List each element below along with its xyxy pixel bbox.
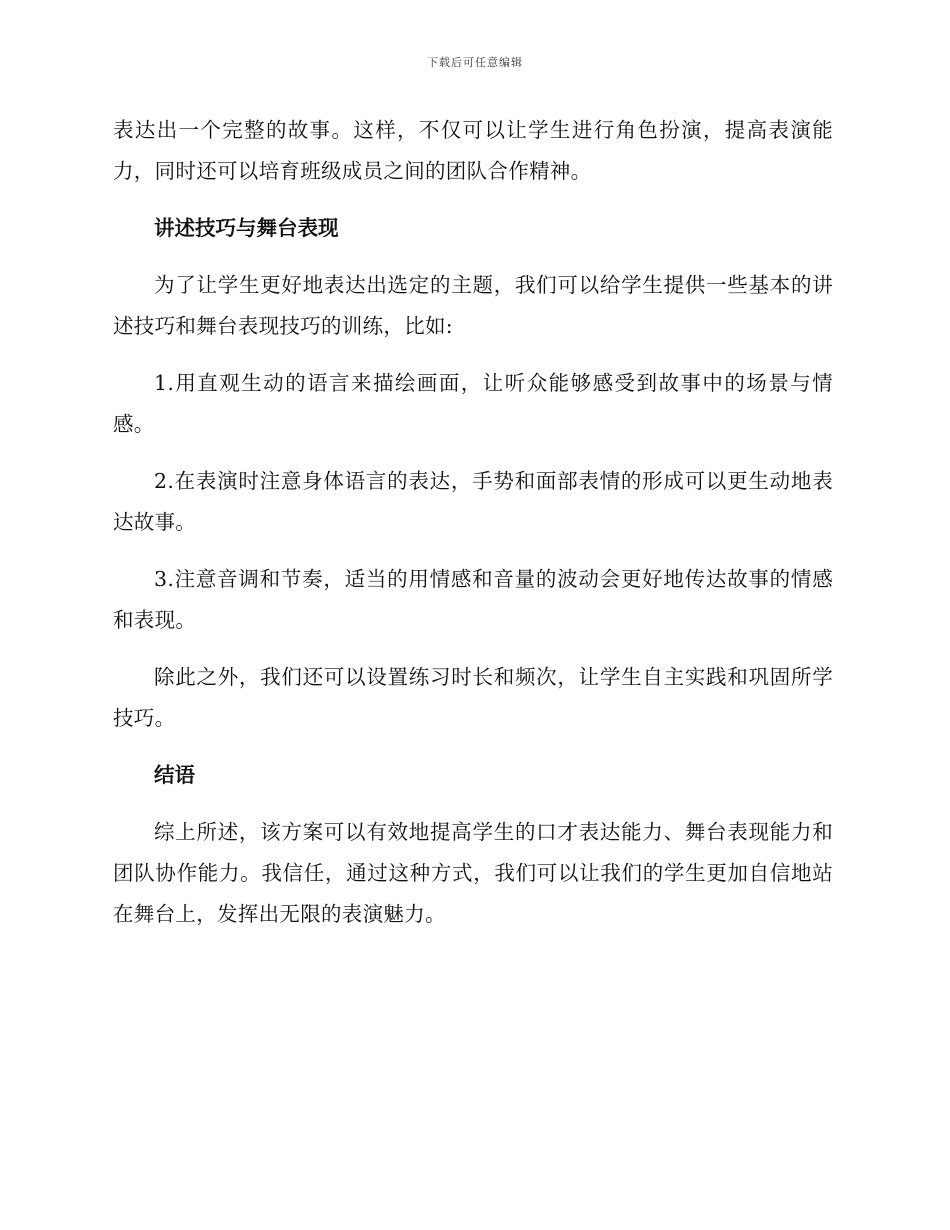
skills-intro-paragraph: 为了让学生更好地表达出选定的主题，我们可以给学生提供一些基本的讲述技巧和舞台表现技巧的训练，比如: [113,273,833,338]
list-item-3: 3.注意音调和节奏，适当的用情感和音量的波动会更好地传达故事的情感和表现。 [113,567,833,632]
list-item-1: 1.用直观生动的语言来描绘画面，让听众能够感受到故事中的场景与情感。 [113,371,833,436]
page-header: 下载后可任意编辑 [427,56,523,69]
intro-paragraph: 表达出一个完整的故事。这样，不仅可以让学生进行角色扮演，提高表演能力，同时还可以培育班级成员之间的团队合作精神。 [113,118,833,183]
section-heading-skills: 讲述技巧与舞台表现 [154,216,339,240]
conclusion-paragraph: 综上所述，该方案可以有效地提高学生的口才表达能力、舞台表现能力和团队协作能力。我信任，通过这种方式，我们可以让我们的学生更加自信地站在舞台上，发挥出无限的表演魅力。 [113,820,833,926]
document-body [113,110,833,935]
section-heading-conclusion: 结语 [154,763,195,787]
list-item-2: 2.在表演时注意身体语言的表达，手势和面部表情的形成可以更生动地表达故事。 [113,469,833,534]
practice-paragraph: 除此之外，我们还可以设置练习时长和频次，让学生自主实践和巩固所学技巧。 [113,665,833,730]
